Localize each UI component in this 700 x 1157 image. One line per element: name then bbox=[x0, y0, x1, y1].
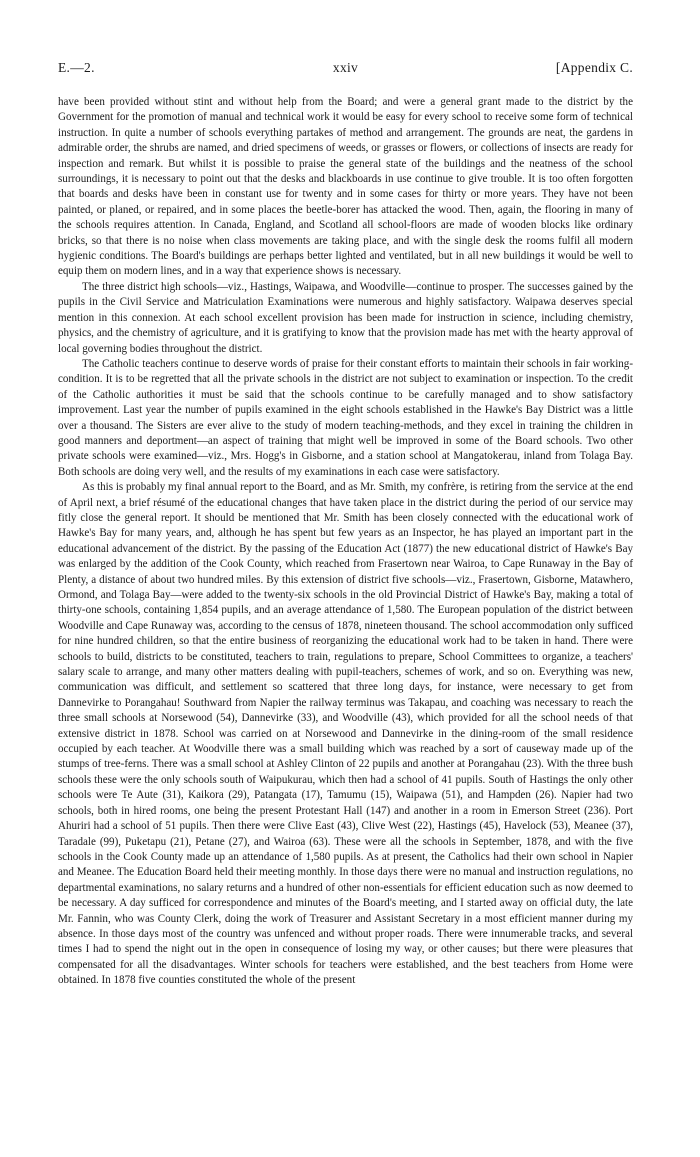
paragraph-catholic-schools: The Catholic teachers continue to deserve words of praise for their constant efforts to maintain their schools in fair working-condition. It is to be regretted that all the private schools in the district are not subject to examination or inspection. To the credit of the Catholic authorities it must be said that the schools continue to be carefully managed and to show satisfactory improvement. Last year the number of pupils examined in the eight schools established in the Hawke's Bay District was a little over a thousand. The Sisters are ever alive to the study of modern teaching-methods, and they excel in training the children in good manners and deportment—an aspect of training that might well be improved in some of the Board schools. Two other private schools were examined—viz., Mrs. Hogg's in Gisborne, and a station school at Mangatokerau, inland from Tolaga Bay. Both schools are doing very well, and the results of my examinations in each case were satisfactory. bbox=[58, 357, 633, 478]
document-reference: E.—2. bbox=[58, 60, 95, 75]
running-header bbox=[58, 60, 633, 82]
paragraph-district-high-schools: The three district high schools—viz., Hastings, Waipawa, and Woodville—continue to prosper. The successes gained by the pupils in the Civil Service and Matriculation Examinations were numerous and highly satisfactory. Waipawa deserves special mention in this connexion. At each school excellent provision has been made for instruction in science, including chemistry, physics, and the chemistry of agriculture, and it is gratifying to know that the provision made has met with the hearty approval of local governing bodies throughout the district. bbox=[58, 280, 633, 355]
appendix-label: [Appendix C. bbox=[555, 60, 633, 75]
page-number: xxiv bbox=[332, 60, 359, 75]
paragraph-technical-instruction: have been provided without stint and without help from the Board; and were a general grant made to the district by the Government for the promotion of manual and technical work it would be easy for every school to receive some form of technical instruction. In quite a number of schools everything partakes of method and arrangement. The grounds are neat, the gardens in admirable order, the shrubs are named, and dried specimens of weeds, or grasses or flowers, or collections of insects are ready for inspection and remark. But whilst it is possible to praise the general state of the buildings and the neatness of the school surroundings, it is necessary to point out that the desks and blackboards in use continue to give trouble. It is too often forgotten that boards and desks have been in constant use for twenty and in some cases for thirty or more years. They have not been painted, or planed, or repaired, and in some places the beetle-borer has attacked the wood. Then, again, the flooring in many of the schools requires attention. In Canada, England, and Scotland all school-floors are made of wooden blocks like ordinary bricks, so that there is no noise when class movements are taking place, and with the single desk the rooms fulfil all modern hygienic conditions. The Board's buildings are perhaps better lighted and ventilated, but in all new buildings it would be well to equip them on modern lines, and in a way that experience shows is necessary. bbox=[58, 96, 633, 278]
report-body bbox=[58, 95, 633, 989]
document-page bbox=[58, 60, 633, 989]
paragraph-final-report-resume: As this is probably my final annual report to the Board, and as Mr. Smith, my confrère, is retiring from the service at the end of April next, a brief résumé of the educational changes that have taken place in the district during the period of our service may fitly close the general report. It should be mentioned that Mr. Smith has been closely connected with the educational work of Hawke's Bay for many years, and, although he has spent but few years as an Inspector, he has played an important part in the educational advancement of the district. By the passing of the Education Act (1877) the new educational district of Hawke's Bay was enlarged by the addition of the Cook County, which reached from Frasertown near Wairoa, to Cape Runaway in the Bay of Plenty, a distance of about two hundred miles. By this extension of district five schools—viz., Frasertown, Gisborne, Matawhero, Ormond, and Tolaga Bay—were added to the twenty-six schools in the old Provincial District of Hawke's Bay, making a total of thirty-one schools, containing 1,854 pupils, and an average attendance of 1,580. The European population of the district between Woodville and Cape Runaway was, according to the census of 1878, nineteen thousand. The school accommodation only sufficed for nine hundred children, so that the entire business of reorganizing the educational work had to be taken in hand. There were schools to build, districts to be constituted, teachers to train, regulations to prepare, School Committees to organize, a teachers' salary scale to arrange, and many other matters dealing with pupil-teachers, schemes of work, and so on. Everything was new, communication was difficult, and settlement so scattered that three long days, for instance, were necessary to get from Dannevirke to Porangahau! Southward from Napier the railway terminus was Takapau, and coaching was necessary to reach the three small schools at Norsewood (54), Dannevirke (33), and Woodville (43), which provided for all the school needs of that extensive district in 1878. School was carried on at Norsewood and Dannevirke in the dining-room of the small residence occupied by each teacher. At Woodville there was a small building which was reached by a sort of causeway made up of the stumps of tree-ferns. There was a small school at Ashley Clinton of 22 pupils and another at Porangahau (23). With the three bush schools these were the only schools south of Waipukurau, which then had a school of 41 pupils. South of Hastings the only other schools were Te Aute (31), Kaikora (29), Patangata (17), Tamumu (15), Waipawa (51), and Hampden (26). Napier had two schools, both in hired rooms, one being the present Protestant Hall (147) and another in a room in Emerson Street (236). Port Ahuriri had a school of 51 pupils. Then there were Clive East (43), Clive West (22), Hastings (45), Havelock (53), Meanee (37), Taradale (99), Puketapu (21), Petane (27), and Wairoa (63). These were all the schools in September, 1878, and with the five schools in the Cook County made up an attendance of 1,580 pupils. As at present, the Catholics had their own school in Napier and Meanee. The Education Board held their meeting monthly. In those days there were no manual and instruction regulations, no departmental examinations, no salary returns and a hundred of other non-essentials for efficient education such as now deemed to be necessary. A day sufficed for correspondence and minutes of the Board's meeting, and I started away on official duty, the late Mr. Fannin, who was County Clerk, doing the work of Treasurer and Assistant Secretary in a most efficient manner during my absence. In those days most of the country was unfenced and without proper roads. There were innumerable tracks, and several times I had to spend the night out in the open in consequence of losing my way, or other causes; but there were pleasures that compensated for all the disadvantages. Winter schools for teachers were established, and the best teachers from Home were obtained. In 1878 five counties constituted the whole of the present bbox=[58, 481, 633, 987]
